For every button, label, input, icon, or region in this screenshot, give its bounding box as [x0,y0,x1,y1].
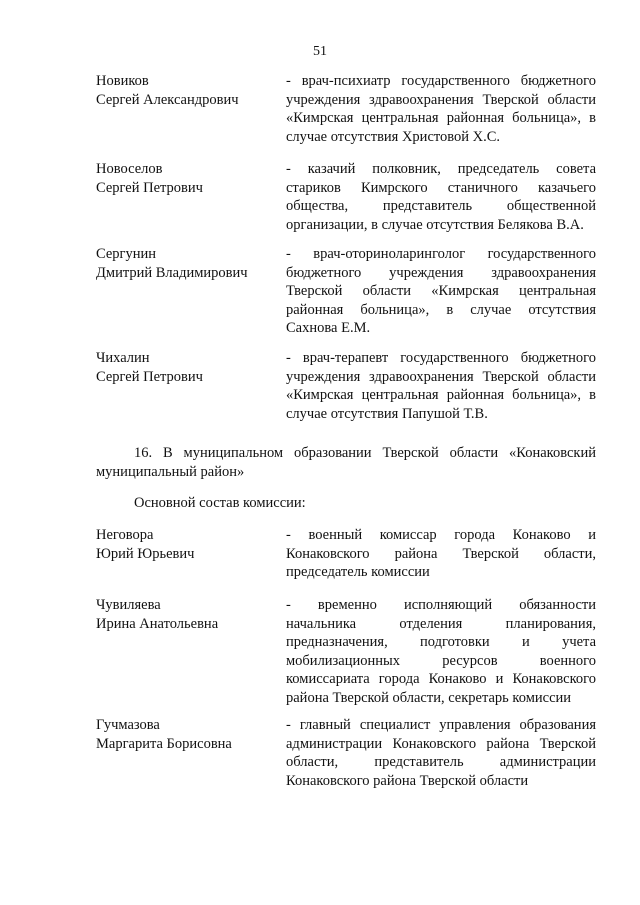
member-role: - главный специалист управления образования администрации Конаковского района Тверской области, представитель администрации Конаковского района Тверской области [286,717,596,789]
member-role: - врач-терапевт государственного бюджетного учреждения здравоохранения Тверской области «Кимрская центральная районная больница», в случае отсутствия Папушой Т.В. [286,350,596,422]
member-given-names: Сергей Петрович [96,368,203,385]
member-surname: Новиков [96,73,149,89]
commission-subheading: Основной состав комиссии: [134,495,306,511]
member-entry [96,526,596,582]
member-name [96,596,286,707]
member-name [96,72,286,146]
member-given-names: Юрий Юрьевич [96,545,195,562]
member-entry [96,72,596,146]
member-entry [96,716,596,790]
section-heading: 16. В муниципальном образовании Тверской области «Конаковский муниципальный район» [96,445,596,480]
member-surname: Неговора [96,527,154,543]
member-surname: Гучмазова [96,717,160,733]
member-role: - врач-оториноларинголог государственного бюджетного учреждения здравоохранения Тверской области «Кимрская центральная районная больница», в случае отсутствия Сахнова Е.М. [286,246,596,336]
member-surname: Чихалин [96,350,150,366]
member-entry [96,596,596,707]
member-surname: Чувиляева [96,597,161,613]
member-name [96,349,286,423]
member-role: - военный комиссар города Конаково и Конаковского района Тверской области, председатель комиссии [286,527,596,580]
member-entry [96,160,596,234]
member-role: - временно исполняющий обязанности начальника отделения планирования, предназначения, подготовки и учета мобилизационных ресурсов военного комиссариата города Конаково и Конаковского района Тверской области, секретарь комиссии [286,597,596,706]
member-role: - казачий полковник, председатель совета стариков Кимрского станичного казачьего общества, представитель общественной организации, в случае отсутствия Белякова В.А. [286,161,596,233]
member-surname: Сергунин [96,246,157,262]
member-entry [96,349,596,423]
member-role: - врач-психиатр государственного бюджетного учреждения здравоохранения Тверской области «Кимрская центральная районная больница», в случае отсутствия Христовой Х.С. [286,73,596,145]
member-name [96,160,286,234]
page-number: 51 [313,44,327,59]
member-name [96,526,286,582]
member-surname: Новоселов [96,161,163,177]
member-name [96,245,286,338]
member-given-names: Дмитрий Владимирович [96,264,248,281]
member-entry [96,245,596,338]
member-given-names: Ирина Анатольевна [96,615,219,632]
member-given-names: Маргарита Борисовна [96,735,232,752]
member-given-names: Сергей Александрович [96,91,239,108]
member-given-names: Сергей Петрович [96,179,203,196]
member-name [96,716,286,790]
